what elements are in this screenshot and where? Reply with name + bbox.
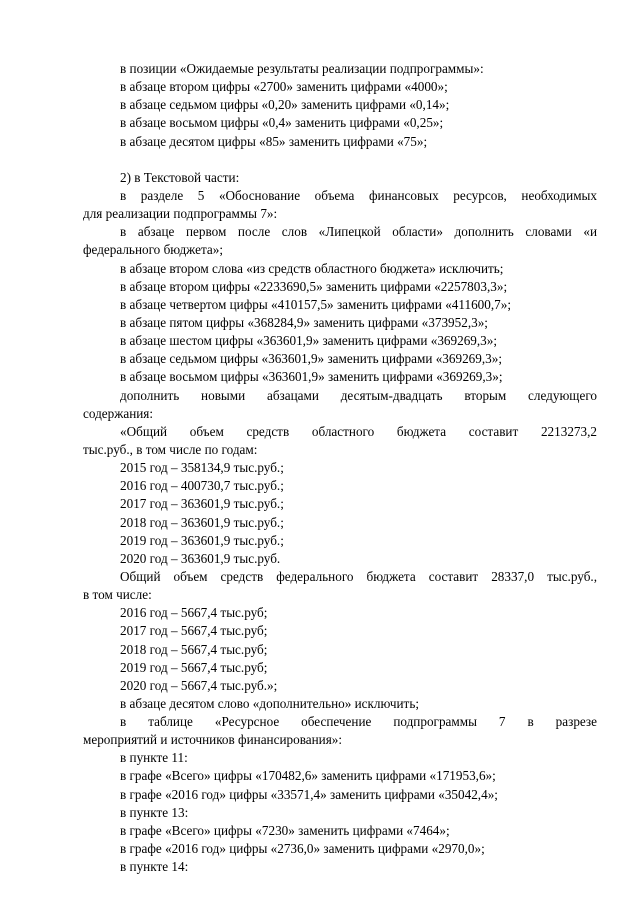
document-line: в графе «2016 год» цифры «33571,4» заменить цифрами «35042,4»; [120, 786, 498, 802]
document-line: мероприятий и источников финансирования»: [83, 732, 343, 748]
document-line: в разделе 5 «Обоснование объема финансовых ресурсов, необходимых [120, 187, 597, 203]
document-line: в абзаце шестом цифры «363601,9» заменить цифрами «369269,3»; [120, 333, 498, 349]
document-line: в позиции «Ожидаемые результаты реализации подпрограммы»: [120, 61, 484, 76]
document-text [83, 60, 597, 876]
document-line: 2015 год – 358134,9 тыс.руб.; [120, 460, 284, 476]
document-line: в таблице «Ресурсное обеспечение подпрограммы 7 в разрезе [120, 714, 597, 730]
document-line: в пункте 14: [120, 859, 189, 875]
document-line: в том числе: [83, 587, 152, 603]
document-line: в абзаце десятом слово «дополнительно» исключить; [120, 695, 419, 711]
document-line: в графе «Всего» цифры «7230» заменить цифрами «7464»; [120, 822, 450, 838]
document-line: 2020 год – 5667,4 тыс.руб.»; [120, 677, 278, 693]
document-line: в абзаце седьмом цифры «363601,9» заменить цифрами «369269,3»; [120, 351, 503, 367]
document-line: для реализации подпрограммы 7»: [83, 206, 278, 222]
document-line: в пункте 11: [120, 750, 188, 766]
document-line: 2017 год – 5667,4 тыс.руб; [120, 623, 268, 639]
document-line: дополнить новыми абзацами десятым-двадцать вторым следующего [120, 387, 597, 403]
document-line: в абзаце восьмом цифры «363601,9» заменить цифрами «369269,3»; [120, 369, 503, 385]
document-line: 2020 год – 363601,9 тыс.руб. [120, 550, 281, 566]
document-line: тыс.руб., в том числе по годам: [83, 441, 258, 457]
document-line: в графе «Всего» цифры «170482,6» заменить цифрами «171953,6»; [120, 768, 496, 784]
document-line: в абзаце втором цифры «2700» заменить цифрами «4000»; [120, 79, 448, 95]
document-line: 2016 год – 5667,4 тыс.руб; [120, 605, 268, 621]
document-line: в пункте 13: [120, 804, 189, 820]
document-line: 2) в Текстовой части: [120, 169, 240, 185]
document-line: Общий объем средств федерального бюджета составит 28337,0 тыс.руб., [120, 568, 597, 584]
document-line: в абзаце первом после слов «Липецкой области» дополнить словами «и [120, 224, 597, 240]
document-line: в абзаце втором слова «из средств областного бюджета» исключить; [120, 260, 504, 276]
document-line: в абзаце седьмом цифры «0,20» заменить цифрами «0,14»; [120, 97, 450, 113]
document-line: в графе «2016 год» цифры «2736,0» заменить цифрами «2970,0»; [120, 841, 485, 857]
document-line: 2019 год – 363601,9 тыс.руб.; [120, 532, 284, 548]
document-line: в абзаце десятом цифры «85» заменить цифрами «75»; [120, 133, 428, 149]
document-line: федерального бюджета»; [83, 242, 223, 258]
document-line: 2019 год – 5667,4 тыс.руб; [120, 659, 268, 675]
blank-line [83, 151, 597, 169]
document-line: 2016 год – 400730,7 тыс.руб.; [120, 478, 284, 494]
document-line: в абзаце четвертом цифры «410157,5» заменить цифрами «411600,7»; [120, 296, 512, 312]
document-line: 2017 год – 363601,9 тыс.руб.; [120, 496, 284, 512]
document-line: 2018 год – 5667,4 тыс.руб; [120, 641, 268, 657]
document-line: «Общий объем средств областного бюджета составит 2213273,2 [120, 423, 597, 439]
document-line: в абзаце восьмом цифры «0,4» заменить цифрами «0,25»; [120, 115, 444, 131]
document-line: 2018 год – 363601,9 тыс.руб.; [120, 514, 284, 530]
document-line: содержания: [83, 405, 154, 421]
document-line: в абзаце втором цифры «2233690,5» заменить цифрами «2257803,3»; [120, 278, 508, 294]
document-line: в абзаце пятом цифры «368284,9» заменить цифрами «373952,3»; [120, 314, 488, 330]
